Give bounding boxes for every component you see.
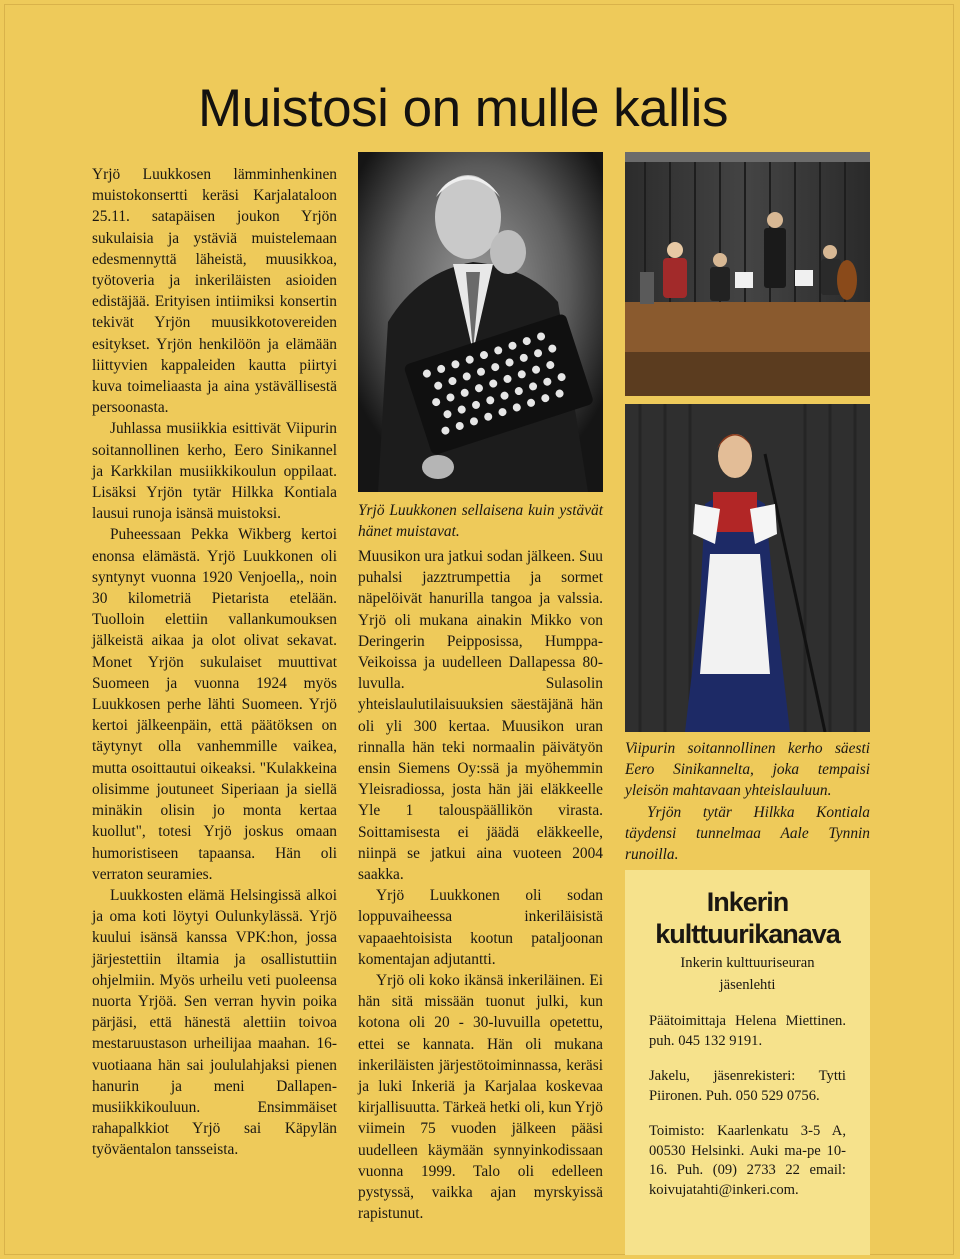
publisher-infobox bbox=[625, 870, 870, 1255]
portrait-caption: Yrjö Luukkonen sellaisena kuin ystävät hänet muistavat. bbox=[358, 502, 603, 541]
paragraph: Yrjö oli koko ikänsä inkeriläinen. Ei hän sitä missään tuonut julki, kun kotona oli 20 - 30-luvuilla opetettu, ettei se kannata. Hän oli mukana inkeriläisten järjestötoiminnassa, keräsi ja luki Inkeriä ja Karjalaa koskevaa kirjallisuutta. Tärkeä hetki oli, kun Yrjö viimein 75 vuoden jälkeen pääsi uudelleen käymään synnyinkodissaan vuonna 1999. Talo oli edelleen pystyssä, vaikka ajan myrskyissä rapistunut. bbox=[358, 972, 603, 1223]
article-column-2 bbox=[358, 546, 603, 1225]
paragraph: Puheessaan Pekka Wikberg kertoi enonsa elämästä. Yrjö Luukkonen oli syntynyt vuonna 1920 Venjoella,, noin 30 kilometriä Pietarista etelään. Tuolloin elettiin vallankumouksen jälkeistä aikaa ja olot olivat sekavat. Monet Yrjön sukulaiset muuttivat Suomeen ja vuonna 1924 myös Luukkosen perhe lähti Suomeen. Yrjö kertoi jälkeenpäin, että päätöksen on täytynyt olla vanhemmille vaikea, mutta osoittautui oikeaksi. "Kulakkeina olisimme joutuneet Siperiaan ja siellä minäkin olisin jo monta kertaa kuollut", totesi Yrjö joskus omaan humoristiseen tapaansa. Hän oli verraton seuramies. bbox=[92, 526, 337, 883]
paragraph: Muusikon ura jatkui sodan jälkeen. Suu puhalsi jazztrumpettia ja sormet näpelöivät hanurilla tangoa ja valssia. Yrjö oli mukana ainakin Mikko von Deringerin Peipposissa, Humppa-Veikoissa ja uudelleen Dallapessa 80-luvulla. Sulasolin yhteislaulutilaisuuksien säestäjänä hän oli yli 300 kertaa. Muusikon uran rinnalla hän teki normaalin päivätyön ensin Siemens Oy:ssä ja myöhemmin Yleisradiossa, josta hän jäi eläkkeelle Yle 1 talouspäällikön virasta. Soittamisesta ei jäädä eläkkeelle, niinpä se jatkui aina vuoteen 2004 saakka. bbox=[358, 548, 603, 884]
article-title: Muistosi on mulle kallis bbox=[198, 79, 728, 138]
editor-info: Päätoimittaja Helena Miettinen. puh. 045 132 9191. bbox=[649, 1013, 846, 1049]
distribution-info: Jakelu, jäsenrekisteri: Tytti Piironen. Puh. 050 529 0756. bbox=[649, 1068, 846, 1104]
article-column-1 bbox=[92, 164, 337, 1161]
subtitle-line2: jäsenlehti bbox=[719, 977, 776, 993]
caption-line: Viipurin soitannollinen kerho säesti Eero Sinikannelta, joka tempaisi yleisön mahtavaan yhteislauluun. bbox=[625, 740, 870, 800]
magazine-subtitle bbox=[649, 952, 846, 996]
subtitle-line1: Inkerin kulttuuriseuran bbox=[680, 955, 815, 971]
portrait-photo bbox=[358, 152, 603, 492]
magazine-name-line2: kulttuurikanava bbox=[655, 919, 840, 949]
paragraph: Yrjö Luukkosen lämminhenkinen muistokonsertti keräsi Karjalataloon 25.11. satapäisen joukon Yrjön sukulaisia ja ystäviä muistelemaan edesmennyttä läheistä, muusikkoa, työtoveria ja inkeriläisten asioiden edistäjää. Erityisen intiimiksi konsertin tekivät Yrjön muusikkotovereiden esitykset. Yrjön henkilöön ja elämään liittyvien kappaleiden kautta piirtyi kuva toimeliaasta ja aina ystävällisestä persoonasta. bbox=[92, 166, 337, 417]
caption-line: Yrjön tytär Hilkka Kontiala täydensi tunnelmaa Aale Tynnin runoilla. bbox=[625, 803, 870, 864]
paragraph: Yrjö Luukkonen oli sodan loppuvaiheessa inkeriläisistä vapaaehtoisista kootun pataljoonan komentajan adjutantti. bbox=[358, 887, 603, 968]
magazine-name-line1: Inkerin bbox=[706, 887, 789, 917]
paragraph: Juhlassa musiikkia esittivät Viipurin soitannollinen kerho, Eero Sinikannel ja Karkkilan musiikkikoulun oppilaat. Lisäksi Yrjön tytär Hilkka Kontiala lausui runoja isänsä muistoksi. bbox=[92, 420, 337, 523]
magazine-name bbox=[649, 886, 846, 950]
office-info: Toimisto: Kaarlenkatu 3-5 A, 00530 Helsinki. Auki ma-pe 10-16. Puh. (09) 2733 22 email: koivujatahti@inkeri.com. bbox=[649, 1123, 846, 1198]
portrait-image bbox=[358, 152, 603, 492]
singer-photo bbox=[625, 404, 870, 732]
photos-caption bbox=[625, 738, 870, 865]
orchestra-photo bbox=[625, 152, 870, 396]
singer-image bbox=[625, 404, 870, 732]
paragraph: Luukkosten elämä Helsingissä alkoi ja oma koti löytyi Oulunkylässä. Yrjö kuului isänsä kanssa VPK:hon, jossa järjestettiin iltamia ja osallistuttiin ohjelmiin. Myös urheilu veti puoleensa nuorta Yrjöä. Sen verran hyvin poika pärjäsi, että hänestä alettiin toivoa mestaruustason urheilijaa maahan. 16-vuotiaana hän sai joululahjaksi pienen hanurin ja meni Dallapen-musiikkikouluun. Ensimmäiset rahapalkkiot Yrjö sai Käpylän työväentalon tansseista. bbox=[92, 886, 337, 1159]
orchestra-image bbox=[625, 152, 870, 396]
